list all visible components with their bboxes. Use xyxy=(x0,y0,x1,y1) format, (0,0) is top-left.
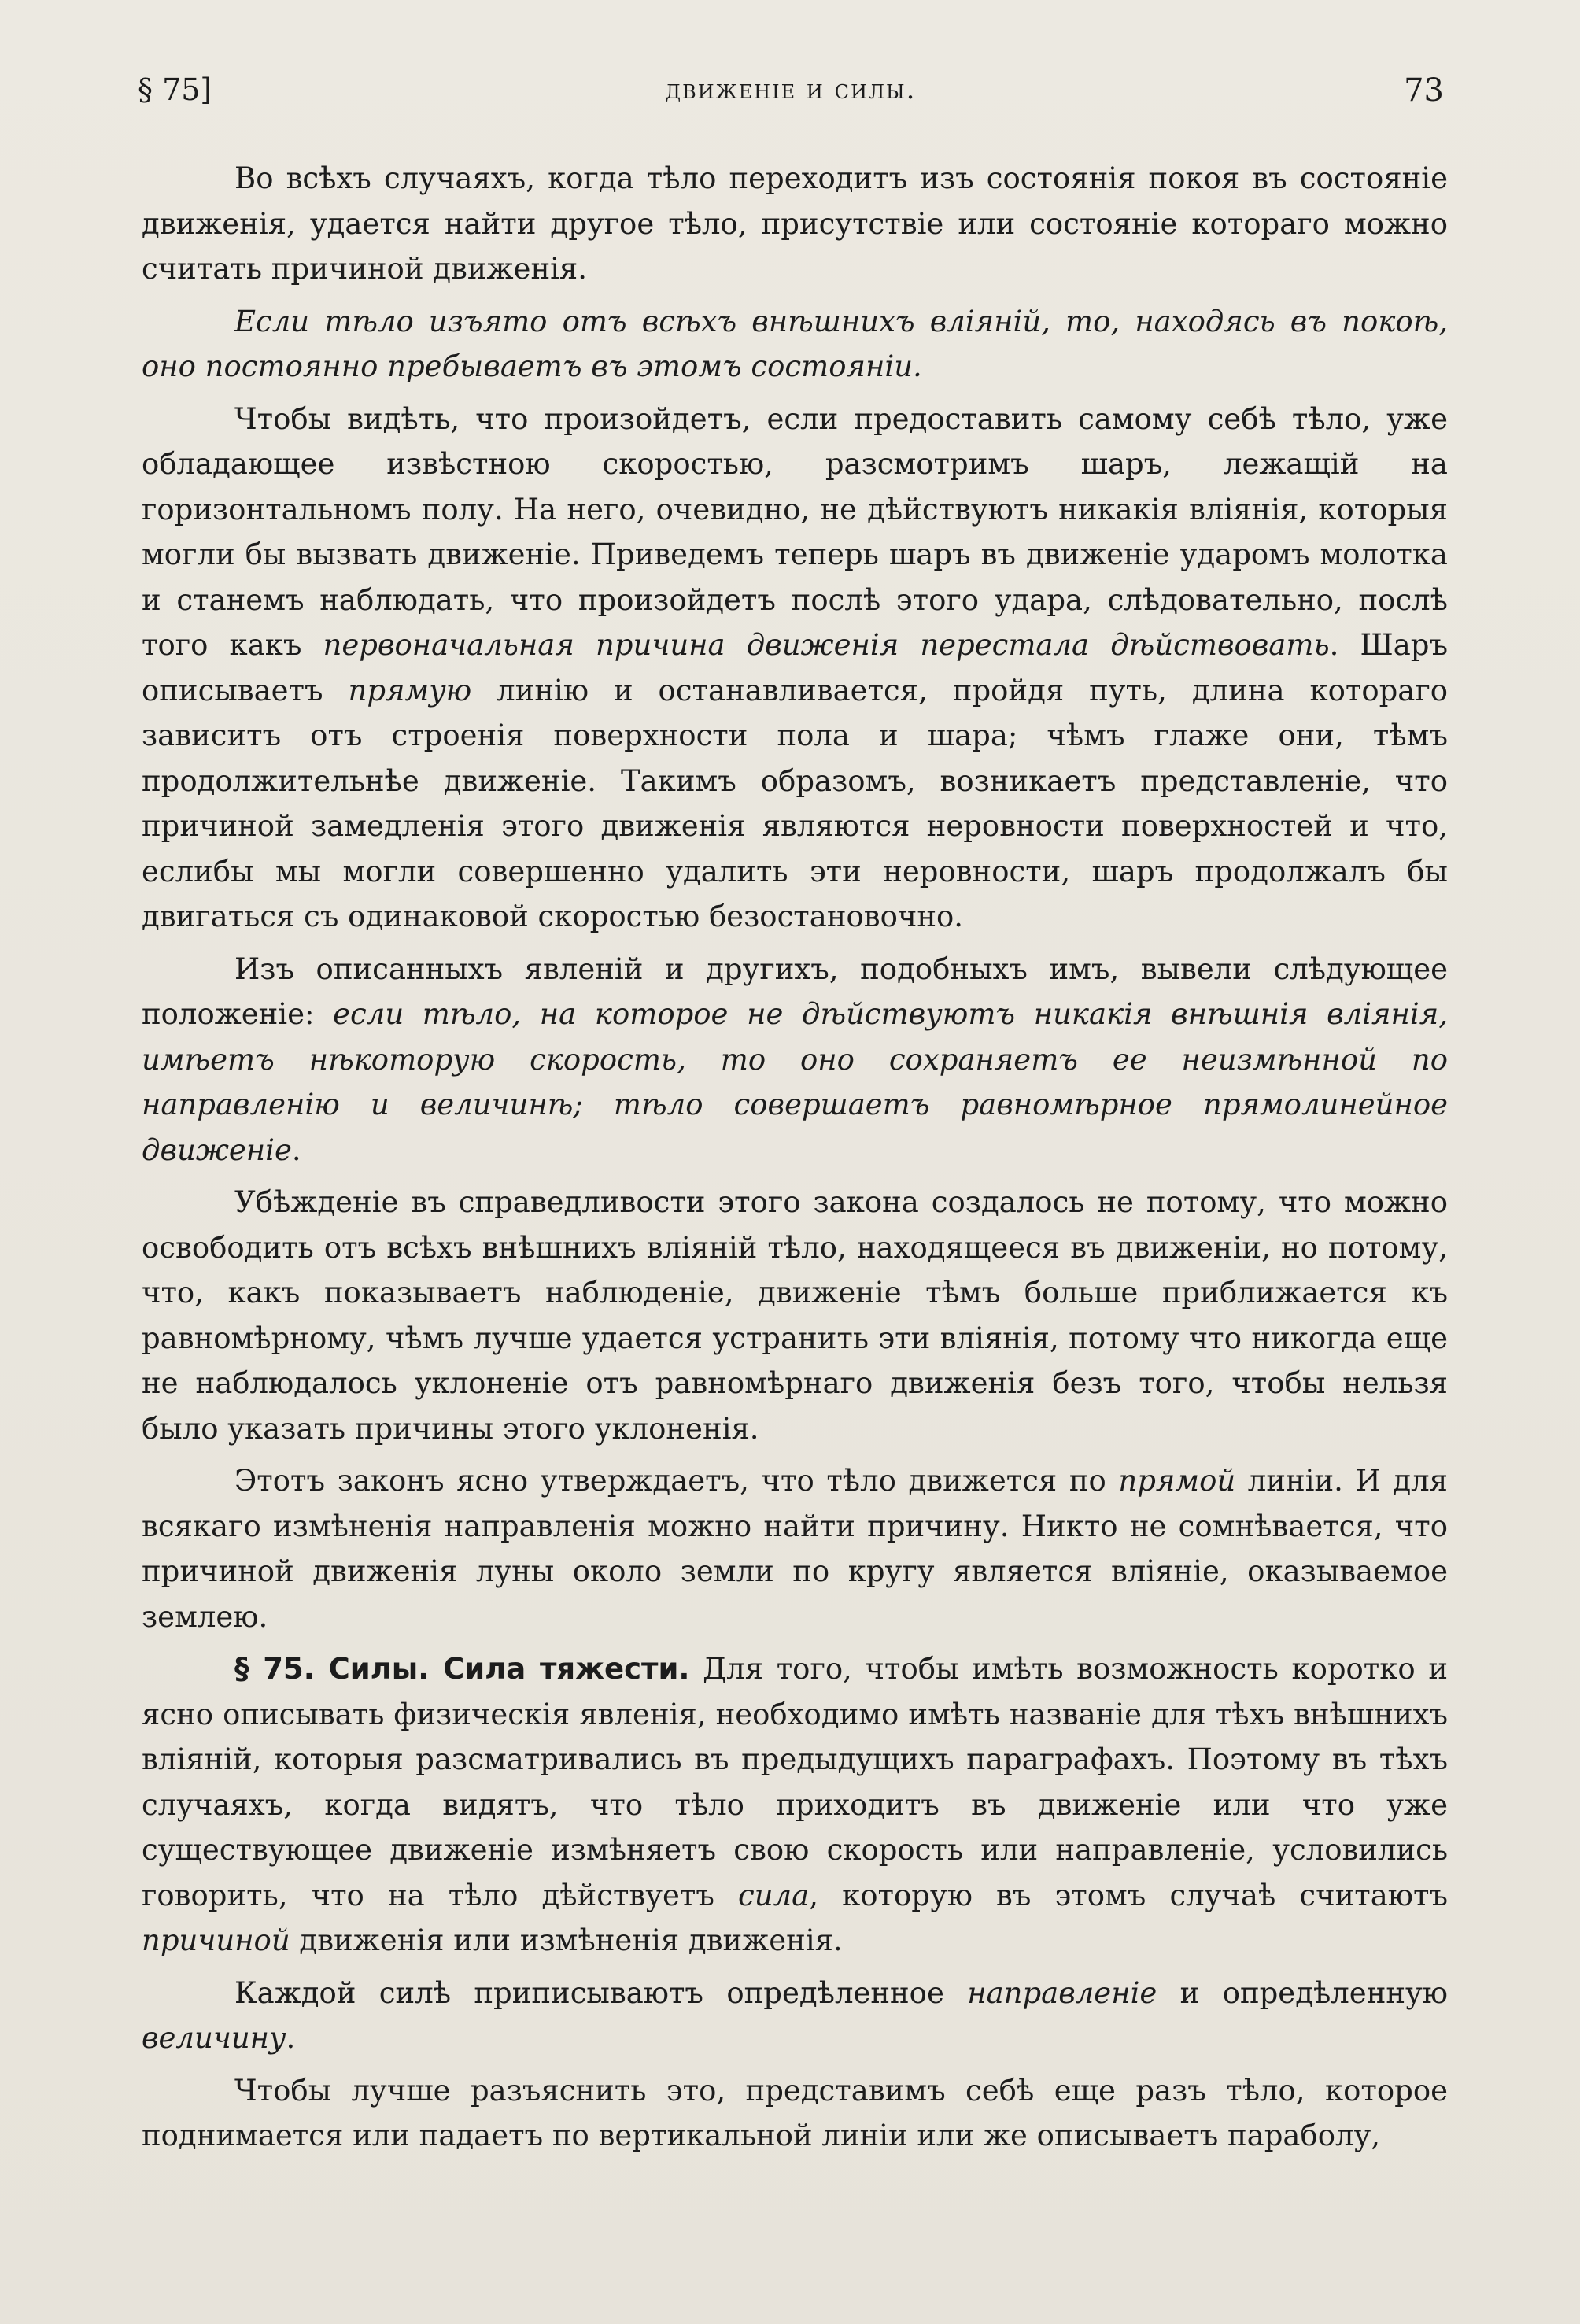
text-run: сила xyxy=(738,1878,810,1912)
running-title: движеніе и силы. xyxy=(665,74,917,105)
text-run: . xyxy=(291,1132,301,1167)
text-run: Каждой силѣ приписываютъ опредѣленное xyxy=(234,1975,968,2010)
page-body xyxy=(142,156,1448,2166)
text-run: . xyxy=(286,2021,296,2055)
text-run: , которую въ этомъ случаѣ считаютъ xyxy=(809,1878,1448,1912)
section-heading: § 75. Силы. Сила тяжести. xyxy=(234,1652,690,1686)
text-run: первоначальная причина движенія перестала дѣйствовать xyxy=(323,628,1330,662)
text-run: движенія или измѣненія движенія. xyxy=(290,1923,843,1957)
page-number: 73 xyxy=(1404,72,1444,109)
paragraph xyxy=(142,1180,1448,1451)
text-run: линію и останавливается, пройдя путь, длина котораго зависитъ отъ строенія поверхности пола и шара; чѣмъ глаже они, тѣмъ продолжительнѣе движеніе. Такимъ образомъ, возникаетъ представленіе, что причиной замедленія этого движенія являются неровности поверхностей и что, еслибы мы могли совершенно удалить эти неровности, шаръ продолжалъ бы двигаться съ одинаковой скоростью безостановочно. xyxy=(142,673,1448,933)
paragraph xyxy=(142,397,1448,940)
section-reference: § 75] xyxy=(138,72,212,107)
text-run: и опредѣленную xyxy=(1157,1975,1449,2010)
paragraph xyxy=(142,156,1448,292)
paragraph xyxy=(142,947,1448,1173)
text-run: Во всѣхъ случаяхъ, когда тѣло переходитъ изъ состоянія покоя въ состояніе движенія, удается найти другое тѣло, присутствіе или состояніе котораго можно считать причиной движенія. xyxy=(142,161,1448,286)
text-run: прямую xyxy=(348,673,472,708)
text-run: причиной xyxy=(142,1923,290,1957)
text-run: направленіе xyxy=(967,1975,1157,2010)
text-run: Для того, чтобы имѣть возможность коротко и ясно описывать физическія явленія, необходимо имѣть названіе для тѣхъ внѣшнихъ вліяній, которыя разсматривались въ предыдущихъ параграфахъ. Поэтому въ тѣхъ случаяхъ, когда видятъ, что тѣло приходитъ въ движеніе или что уже существующее движеніе измѣняетъ свою скорость или направленіе, условились говорить, что на тѣло дѣйствуетъ xyxy=(142,1652,1448,1912)
text-run: линіи. И для всякаго измѣненія направленія можно найти причину. Никто не сомнѣвается, что причиной движенія луны около земли по кругу является вліяніе, оказываемое землею. xyxy=(142,1464,1448,1634)
text-run: Чтобы лучше разъяснить это, представимъ себѣ еще разъ тѣло, которое поднимается или падаетъ по вертикальной линіи или же описываетъ параболу, xyxy=(142,2073,1448,2152)
text-run: Убѣжденіе въ справедливости этого закона создалось не потому, что можно освободить отъ всѣхъ внѣшнихъ вліяній тѣло, находящееся въ движеніи, но потому, что, какъ показываетъ наблюденіе, движеніе тѣмъ больше приближается къ равномѣрному, чѣмъ лучше удается устранить эти вліянія, потому что никогда еще не наблюдалось уклоненіе отъ равномѣрнаго движенія безъ того, чтобы нельзя было указать причины этого уклоненія. xyxy=(142,1185,1448,1446)
paragraph xyxy=(142,1971,1448,2061)
text-run: если тѣло, на которое не дѣйствуютъ никакія внѣшнія вліянія, имѣетъ нѣкоторую скорость, то оно сохраняетъ ее неизмѣнной по направленію и величинѣ; тѣло совершаетъ равномѣрное прямолинейное движеніе xyxy=(142,997,1448,1167)
paragraph xyxy=(142,299,1448,390)
paragraph xyxy=(142,1646,1448,1964)
text-run: прямой xyxy=(1118,1464,1236,1498)
text-run: Изъ описанныхъ явленій и другихъ, подобныхъ имъ, вывели слѣдующее положеніе: xyxy=(142,951,1448,1031)
text-run: Если тѣло изъято отъ всѣхъ внѣшнихъ вліяній, то, находясь въ покоѣ, оно постоянно пребываетъ въ этомъ состояніи. xyxy=(142,304,1448,383)
text-run: Чтобы видѣть, что произойдетъ, если предоставить самому себѣ тѣло, уже обладающее извѣстною скоростью, разсмотримъ шаръ, лежащій на горизонтальномъ полу. На него, очевидно, не дѣйствуютъ никакія вліянія, которыя могли бы вызвать движеніе. Приведемъ теперь шаръ въ движеніе ударомъ молотка и станемъ наблюдать, что произойдетъ послѣ этого удара, слѣдовательно, послѣ того какъ xyxy=(142,401,1448,662)
paragraph xyxy=(142,2068,1448,2159)
text-run: . Шаръ описываетъ xyxy=(142,628,1448,708)
text-run: Этотъ законъ ясно утверждаетъ, что тѣло движется по xyxy=(234,1464,1119,1498)
text-run: величину xyxy=(142,2021,286,2055)
paragraph xyxy=(142,1458,1448,1639)
page-header xyxy=(138,72,1444,112)
